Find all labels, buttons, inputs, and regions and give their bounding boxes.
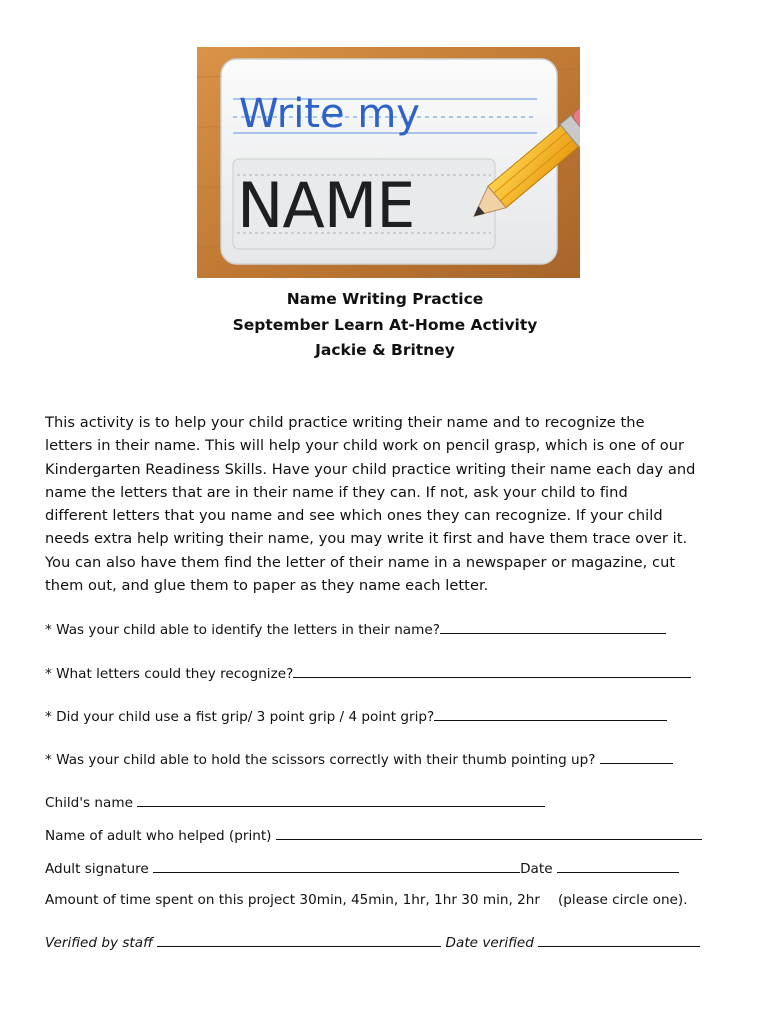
question-grip-type <box>45 708 667 725</box>
field-label: Adult signature <box>45 861 149 877</box>
question-label: * Was your child able to hold the scissors correctly with their thumb pointing up? <box>45 752 596 768</box>
adult-signature-field <box>45 860 679 877</box>
paragraph-line: name the letters that are in their name if they can. If not, ask your child to find <box>45 483 628 501</box>
answer-line[interactable] <box>293 665 691 678</box>
time-spent-field <box>45 892 688 908</box>
signature-input[interactable] <box>153 860 520 873</box>
page-title: Name Writing Practice <box>286 290 484 308</box>
adult-name-field <box>45 827 702 844</box>
circle-note: (please circle one). <box>557 892 688 908</box>
date-verified-label: Date verified <box>445 935 534 951</box>
adult-name-input[interactable] <box>276 827 702 840</box>
verified-label: Verified by staff <box>45 935 153 951</box>
paragraph-line: This activity is to help your child practice writing their name and to recognize the <box>45 414 645 431</box>
question-label: * What letters could they recognize? <box>45 666 294 682</box>
staff-verification <box>45 934 700 951</box>
question-scissors <box>45 751 673 768</box>
date-input[interactable] <box>557 860 679 873</box>
paragraph-line: Kindergarten Readiness Skills. Have your child practice writing their name each day and <box>45 460 696 478</box>
date-verified-input[interactable] <box>538 934 700 947</box>
authors: Jackie & Britney <box>315 341 455 359</box>
field-label: Child's name <box>45 795 133 811</box>
question-identify-letters <box>45 621 666 638</box>
time-spent-label[interactable]: Amount of time spent on this project 30min, 45min, 1hr, 1hr 30 min, 2hr <box>45 892 540 908</box>
instructions-paragraph <box>45 411 735 597</box>
write-my-name-header-image <box>197 47 580 278</box>
name-logo-text: NAME <box>237 169 415 242</box>
answer-line[interactable] <box>440 621 666 634</box>
verified-by-input[interactable] <box>157 934 441 947</box>
paragraph-line: different letters that you name and see which ones they can recognize. If your child <box>45 507 663 525</box>
question-label: * Did your child use a fist grip/ 3 point grip / 4 point grip? <box>45 709 435 725</box>
child-name-field <box>45 794 545 811</box>
page-subtitle: September Learn At-Home Activity <box>232 315 538 334</box>
paragraph-line: You can also have them find the letter of their name in a newspaper or magazine, cut <box>45 553 676 571</box>
write-my-logo-text: Write my <box>239 91 420 137</box>
title-block <box>0 287 770 364</box>
answer-line[interactable] <box>434 708 667 721</box>
question-label: * Was your child able to identify the letters in their name? <box>45 622 440 638</box>
paragraph-line: letters in their name. This will help your child work on pencil grasp, which is one of our <box>45 437 685 455</box>
paragraph-line: needs extra help writing their name, you may write it first and have them trace over it. <box>45 530 688 548</box>
answer-line[interactable] <box>600 751 673 764</box>
field-label: Name of adult who helped (print) <box>45 828 272 844</box>
date-label: Date <box>520 861 553 877</box>
question-recognized-letters <box>45 665 691 682</box>
child-name-input[interactable] <box>137 794 545 807</box>
paragraph-line: them out, and glue them to paper as they name each letter. <box>45 577 489 595</box>
